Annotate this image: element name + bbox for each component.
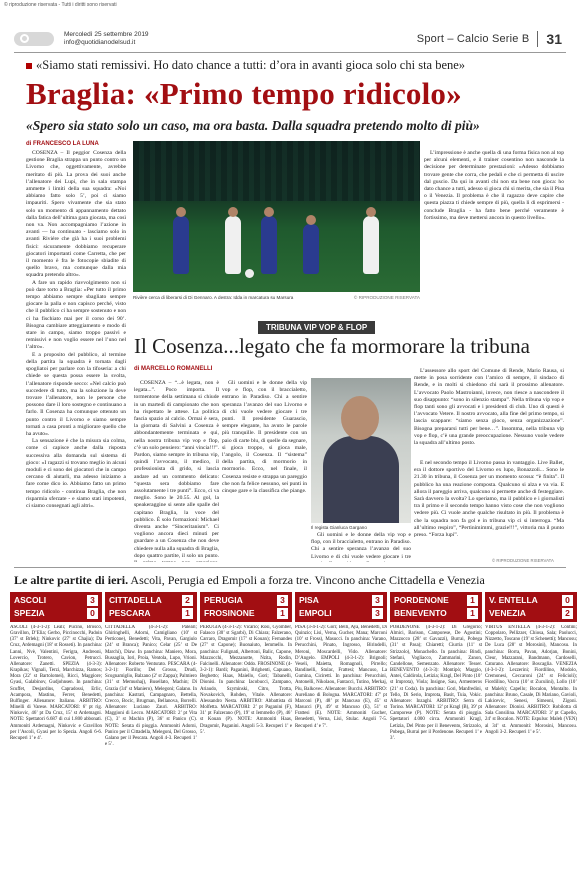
match-report: VIRTUS ENTELLA (4-3-1-2): Contini; Coppolaro, Pellizzer, Chiosa, Sala; Paolucci, Nizzetto, Toscano (19’ st Schenetti); Mancosu; De Luca (28’ st Morosini), Mancosu. In panchina: Borra, Pavan, Adorjan, Bonini, Cleur, Mazzarani, Bandmann, Cardoselli, Caturano. Allenatore: Boscaglia. VENEZIA (4-3-1-2): Lezzerini; Fiordilino, Modolo, Cremonesi, Ceccaroni (24’ st Felicioli); Fiordilino, Vacca (10’ st Zuculini), Lollo (10’ st Maleh); Capello; Bocalon, Montalto. In panchina: Bruno, Casale, Di Mariano, Gavioli, Lakicevic, Senesi, Simeoni, Zigoni. Allenatore: Dionisi. ARBITRO: Robilotta di Sala Consilina. MARCATORI: 3’ pt Capello, 24’ st Bocalon. NOTE: Espulso: Maleh (VEN) al 34’ st. Ammoniti: Morosini, Mancosu. Angoli 3-2. Recuperi 1’ e 5’.	[485, 625, 577, 735]
portrait-caption: Il regista Gianluca Gargano	[311, 525, 367, 530]
paragraph: L’assessore allo sport del Comune di Rende, Mario Rausa, si mette in posa sorridente con l’amico di sempre, il sindaco di Rende, e in molti si chiedono chi sarà il prossimo allenatore. L’avvocato Paolo Mastroianni, invece, non riesce a nascondere il suo disappunto: “sono in silenzio stampa”. Nella tribuna vip vop e flop tanti sono gli avvocati e i presidenti di club. Uno di questi è l’avvocato Vetere. Il nostro avvocato, alla fine del primo tempo, si lascia scappare: “siamo senza gioco, senza organizzazione”. Bisogna prepararsi tutti per bene…”. Insomma, nella tribuna vip vop e flop, c’è una grande preoccupazione. Nessuno vuole vedere la squadra all’ultimo posto.	[414, 368, 564, 447]
kicker-bullet-icon	[26, 63, 32, 69]
photo-caption: Rivière cerca di liberarsi di Di Gennaro. A destra: Idda in marcatura su Marsura	[133, 295, 294, 300]
away-goals: 1	[182, 608, 193, 619]
sidebar-headline: Il Cosenza...legato che fa mormorare la tribuna	[134, 334, 530, 358]
portrait-body	[323, 436, 399, 523]
home-goals: 1	[467, 595, 478, 606]
player-figure	[173, 216, 189, 274]
photo-caption-row	[133, 295, 420, 300]
match-report: CITTADELLA (4-3-1-2): Paleari; Ghiringhelli, Adorni, Camigliano (10’ st Perticone), Benedetti; Vita, Pavan, Gargiulo (24’ st Branca); Panico; Celar (25’ st De Marchi), Diaw. In panchina: Maniero, Mora, Bussaglia, Iori, Proia, Ventola, Lupo, Vrioni. Allenatore: Roberto Venturato. PESCARA (4-3-2-1): Fiorillo; Del Grosso, Drudi, Scognamiglio, Balzano (2’ st Zappa); Palmiero (31’ st Memushaj), Busellato, Machin; Di Grazia (34’ st Maniero), Melegoni; Galano. In panchina: Kastrati, Campagnaro, Bettella, Crecco, Bocic, Brugman, Bellanova, Borrelli. Allenatore: Luciano Zauri. ARBITRO: Maggioni di Lecco. MARCATORI: 2’ pt Vita (C), 3’ st Machin (P), 36’ st Panico (C). NOTE: Serata di pioggia. Ammoniti Adorni, Panico per il Cittadella, Melegoni, Del Grosso, Galano per il Pescara. Angoli 4-3. Recuperi 1’ e 5’.	[105, 625, 197, 747]
away-team: FROSINONE	[204, 608, 255, 618]
sidebar-column-2	[222, 380, 307, 562]
paragraph: L’impressione è anche quella di una forma fisica non al top per alcuni elementi, e il trainer cosentino non nasconde la decisione per determinate prestazioni: «Adesso dobbiamo trovare gente che corra, che pedali e che ci permetta di uscire dal guscio. Da qui in avanti chi non sta bene non gioca: ho dato chance a tutti, adesso si gioca chi si merita, che sia il Pisa o il Venezia. Il problema è che il ragazzo deve capire che questa piazza ti chiede sempre di più, quella lì di esprimersi - conclude Braglia - ha fatto bene perché veramente è fortissimo, ma deve mettersi ancora in questo livello».	[424, 150, 564, 221]
masthead-info	[64, 31, 149, 47]
masthead-email[interactable]: info@quotidianodelsud.it	[64, 39, 136, 46]
home-team: ASCOLI	[14, 595, 47, 605]
player-figure	[363, 216, 379, 274]
ball-icon	[245, 269, 254, 278]
match-card	[105, 592, 197, 874]
article-kicker	[26, 58, 465, 73]
home-team: CITTADELLA	[109, 595, 162, 605]
paragraph: La sensazione è che la misura sia colma, come ci capisce anche dalla risposta successiva alla domanda sul sistema di gioco: «I ragazzi si trovano meglio in alcuni moduli e ci sono dei giocatori che in campo cercano di aiutarli, ma adesso iniziamo a fare come dico io. Abbiamo fatto un primo tempo ridicolo - continua Braglia, che non risparmia sferzate - e siamo stati impotenti, ci siamo consegnati agli altri».	[26, 438, 126, 509]
divider	[14, 567, 566, 568]
home-goals: 3	[277, 595, 288, 606]
bottom-headline	[14, 573, 485, 588]
away-goals: 3	[372, 608, 383, 619]
home-team: PISA	[299, 595, 319, 605]
bottom-headline-rest: Ascoli, Perugia ed Empoli a forza tre. Vincono anche Cittadella e Venezia	[130, 573, 485, 587]
match-report: PERUGIA (4-3-1-2): Vicario; Rosi, Gyomber, Falasco (30’ st Sgarbi), Di Chiara; Falzerano, Carraro, Dragomir (17’ st Kouan); Fernandes (27’ st Capone); Buonaiuto, Iemmello. In panchina: Fulignati, Albertoni, Balic, Capone, Mazzocchi, Mezzanotte, Nzita, Rodin, Falcinelli. Allenatore: Oddo. FROSINONE (4-3-2-1): Bardi; Paganini, Brighenti, Capuano, Beghetto; Haas, Maiello, Gori; Tabanelli, Dionisi. In panchina: Iacobucci, Zampano, Ariaudo, Szyminski, Citro, Trotta, Novakovich, Rohden, Vitale. Allenatore: Alessandro Nesta. ARBITRO: Abbattista di Molfetta. MARCATORI: 2’ pt Paganini (F), 31’ pt Falzerano (P), 19’ st Iemmello (P), 46’ st Kouan (P). NOTE: Ammoniti Haas, Dragomir, Paganini. Angoli 5-3. Recuperi 1’ e 5’.	[200, 625, 292, 735]
player-figure	[225, 216, 241, 274]
article-headline: Braglia: «Primo tempo ridicolo»	[26, 76, 462, 111]
scoreboard	[200, 592, 292, 622]
scoreboard	[295, 592, 387, 622]
sidebar-tag: TRIBUNA VIP VOP & FLOP	[258, 321, 375, 334]
home-goals: 3	[372, 595, 383, 606]
match-card	[295, 592, 387, 874]
home-team: PORDENONE	[394, 595, 449, 605]
portrait-head	[341, 396, 379, 440]
paragraph: E a proposito del pubblico, al termine della partita la squadra è tornata dagli spogliatoi per parlare con la tifoseria: a chi chiede se questa possa essere la svolta, l’allenatore risponde secco: «Nel calcio può succedere di tutto, ma la soluzione la deve trovare l’allenatore, non le persone che possono dare il loro sostegno e continuano a farlo. Il Cosenza ha comunque ottenuto un punto contro il Livorno e siamo sempre tornati a casa pronti a migliorare quello che ha avuto».	[26, 351, 126, 437]
stadium-stand	[133, 141, 420, 201]
paragraph: E nel secondo tempo il Livorno passa in vantaggio. Live Ballet, era il dottore sportivo del Livorno ex lupo, Bonazzoli... Sono le 21.30 in tribuna, il Cosenza per un momento scossa: “è finita”. Il pubblico ha una reazione composta. Qualcuno si alza e va via. E allora il pareggio arriva, qualcuno si permette anche di festeggiare. Sarà davvero la svolta? Lo speriamo, ma il pubblico e i giornalisti tra il primo e il secondo tempo hanno visto cose che non vogliono vedere più. Ci vuole anche qualche risultato in più. Il problema è che la squadra non fa gol e in tribuna vip ci si interroga. “Ma all’ultimo respiro”, “Pertinimimmi, grazie!!!”, vittoria ma il punto preso. “Forza lupi”.	[414, 460, 564, 539]
away-team: EMPOLI	[299, 608, 332, 618]
divider	[14, 52, 566, 53]
paragraph: Gli uomini e le donne della vip vop e flop, con il braccialetto, entrano in Paradiso. Chi a sentire speranza l’avanzo del suo Livorno e di chi vuole vedere giocare i tre punti. Il presidente Guarascio, sempre elegante, ha avuto le parole più tranquille. Il presidente con un paio di carte blu, di quelle da segnare, si gioca troppo, si gioca male, l’angolo, il Cosenza. Il “sistema” della partita, di mormorio in mormorio. Ecco, nel finale, il Cosenza resiste e strappa un pareggio che non fa felice nessuno, sei punti in cinque gare e la classifica che piange.	[222, 380, 307, 495]
match-card	[200, 592, 292, 874]
match-report: ASCOLI (4-3-1-2): Leali; Pucino, Brosco, Gravillon, D’Elia; Gerbo, Piccinocchi, Padoin (37’ st Brlek); Ninkovic (27’ st Chajia); Da Cruz, Ardemagni (18’ st Rosseti). In panchina: Lanni, Nvè, Valentini, Ferigra, Andreoni, Lovercio, Trotero, Cavion, Petrucci. Allenatore: Zanetti. SPEZIA (4-3-3): Krapikas; Vignali, Terzi, Marchizza, Ramos; Mora (22’ st Bartolomei), Ricci, Maggiore; Gyasi, Galabinov, Gudjohnsen. In panchina: Scuffet, Desjardins, Capradossi, Erlic, Acampora, Mastinu, Ferrer, Benedetti, Bulfinger. Allenatore: Italiano. ARBITRO: Minelli di Varese. MARCATORI: 6’ pt rig. Ninkovic, 46’ pt Da Cruz, 15’ st Ardemagni. NOTE: Spettatori 6.687 di cui 1.800 abbonati. Ammoniti Ardemagni, Ninkovic e Gravillon per l’Ascoli, Gyasi per lo Spezia. Angoli 6-6. Recuperi 1’ e 4’.	[10, 625, 102, 741]
paragraph: COSENZA – “...è legata, non è legata...”. Poco importa. Il tormentone della settimana si chiude in un martedì di campionato che non ha rispettato le attese. La politica fascia spazio al calcio. Ormai è sera, la giornata di Salvini a Cosenza è abbondantemente terminata e qui, nella nostra tribuna vip vop e flop, c’è un solo pensiero: “anni vincia!!!”. Pardon, siamo sempre in tribuna vip, quindi l’avvocato, il medico, il professionista di grido, si lascia andare ad un commento delicato: “questa sera dobbiamo fare assolutamente i tre punti”. Ecco, ci va meglio. Sono le 20.55. Al gol, la speakeraggine si sente alle spalle del capitano Braglia, la voce del pubblico. È solo formazioni: Michael diventa anche “Sinceritanism”. Ci vogliono ancora dieci minuti per guardare a un Cosenza che non deve chiedere nulla alla squadra di Braglia, dopo quattro partite, il solo un punto.	[134, 380, 219, 559]
away-team: SPEZIA	[14, 608, 45, 618]
player-figure	[261, 216, 277, 274]
sidebar-column-3	[414, 368, 564, 458]
portrait-photo	[311, 378, 411, 523]
away-team: BENEVENTO	[394, 608, 447, 618]
sidebar-column-1	[134, 380, 219, 562]
scoreboard	[390, 592, 482, 622]
masthead	[0, 28, 580, 50]
bottom-headline-bold: Le altre partite di ieri.	[14, 573, 129, 587]
match-card	[390, 592, 482, 874]
home-goals: 2	[182, 595, 193, 606]
kicker-text: «Siamo stati remissivi. Ho dato chance a tutti: d’ora in avanti gioca solo chi sta bene»	[36, 58, 466, 72]
scoreboard	[485, 592, 577, 622]
paragraph: COSENZA – Il peggior Cosenza della gestione Braglia strappa un punto contro un Livorno che, oggettivamente, avrebbe meritato di più. La prova dei suoi anche l’allenatore dei Lupi, che in sala stampa ammette i limiti della sua squadra: «Noi abbiamo fatto solo 5’, poi ci siamo impauriti. Spero vivamente che sia stato solo un momento di appannamento dettato dalla fatica dell’ultima gara giocata, ma così non va. Non accompagniamo l’azione in avanti — ha continuato - lasciamo solo in avanti Riviére che già ha i suoi problemi fisici: sicuramente dobbiamo recuperare giocatori importanti come Carretta, che per il momento è fra le fotocopie sbiadite di quello bravo, ma comunque dalla mia squadra pretendo altro».	[26, 150, 126, 279]
away-goals: 2	[562, 608, 573, 619]
photo-credit: © RIPRODUZIONE RISERVATA	[353, 295, 420, 300]
home-goals: 0	[562, 595, 573, 606]
scoreboard	[105, 592, 197, 622]
away-goals: 1	[467, 608, 478, 619]
masthead-date: Mercoledì 25 settembre 2019	[64, 31, 149, 38]
newspaper-logo-icon	[14, 32, 54, 46]
away-goals: 0	[87, 608, 98, 619]
home-team: PERUGIA	[204, 595, 243, 605]
sidebar-credit: © RIPRODUZIONE RISERVATA	[492, 558, 554, 563]
article-column-3	[424, 150, 564, 300]
away-team: PESCARA	[109, 608, 151, 618]
match-card	[485, 592, 577, 874]
away-team: VENEZIA	[489, 608, 526, 618]
away-goals: 1	[277, 608, 288, 619]
sidebar-column-4	[414, 460, 564, 556]
match-report: PORDENONE (4-3-1-2): Di Gregorio; Almici, Barison, Camporese, De Agostini; Mazzocco (28’ st Gavazzi), Burrai, Pobega (31’ st Pasa); Chiaretti; Ciurria (11’ st Strizzolo), Monachello. In panchina: Bindi, Stefani, Vogliacco, Zammarini, Zanon, Candellone, Semenzato. Allenatore: Tesser. BENEVENTO (4-3-3): Montipò; Maggio, Antei, Caldirola, Letizia; Kragl, Del Pinto (10’ st Improta), Viola; Insigne, Sau, Armenteros (21’ st Coda). In panchina: Gori, Manfredini, Tello, Di Serio, Improta, Basit, Tuia, Vokic. Allenatore: Inzaghi. ARBITRO: Serra di Torino. MARCATORI: 12’ pt Kragl (B), 39’ pt Camporese (P). NOTE: Serata di pioggia. Spettatori 4.000 circa. Ammoniti Kragl, Letizia, Del Pinto per il Benevento, Strizzolo, Pobega, Burrai per il Pordenone. Recuperi 1’ e 3’.	[390, 625, 482, 741]
match-card	[10, 592, 102, 874]
article-column-1	[26, 150, 126, 562]
paragraph: Gli uomini e le donne della vip vop e flop, con il braccialetto, entrano in Paradiso. Chi a sentire speranza l’avanzo del suo Livorno e di chi vuole vedere giocare i tre	[311, 532, 411, 560]
home-goals: 3	[87, 595, 98, 606]
sidebar-byline: di MARCELLO ROMANELLI	[134, 366, 213, 372]
match-report: PISA (3-4-1-2): Gori; Belli, Aya, Benedetti, Di Quinzio; Lisi, Verna, Gucher, Mana; Marconi (10’ st Fross), Masucci. In panchina: Varano, Perucchini, Pinato, Ingrosso, Birindelli, Meroni, Moscardelli, Vido. Allenatore: D’Angelo. EMPOLI (4-3-1-2): Brignoli; Veseli, Maietta, Romagnoli, Pirrello; Bandinelli, Stulac, Frattesi; Mancuso, La Gumina, Ciciretti. In panchina: Perucchini, Antonelli, Nikolaou, Fantacci, Tutino, Merkaj, Piu, Balkovec. Allenatore: Bucchi. ARBITRO: Aureliano di Bologna. MARCATORI: 47’ pt Marconi (P), 48’ pt Mancuso (E), 45’ st Masucci (P), 49’ st Mancuso (E), 51’ st Frattesi (E). NOTE: Ammoniti Gucher, Benedetti, Verna, Lisi, Stulac. Angoli 7-5. Recuperi 4’ e 7’.	[295, 625, 387, 729]
sidebar-column-2b	[311, 532, 411, 562]
scoreboard	[10, 592, 102, 622]
page-number: 31	[537, 31, 562, 47]
article-byline: di FRANCESCO LA LUNA	[26, 141, 99, 147]
article-deck: «Spero sia stato solo un caso, ma ora basta. Dalla squadra pretendo molto di più»	[26, 118, 480, 133]
section-title: Sport – Calcio Serie B	[416, 33, 530, 45]
match-photo	[133, 141, 420, 292]
copyright-notice: © riproduzione riservata - Tutti i diritti sono riservati	[4, 2, 117, 8]
home-team: V. ENTELLA	[489, 595, 538, 605]
paragraph: A fare un rapido riavvolgimento non si può dare torto a Braglia: «Per tutto il primo tempo abbiamo sempre sbagliato sempre giocare la palla e non capisco perché, visto che il pubblico ci ha sempre sostenuto e non ci ha fischiato mai per il corso dei 90’. Bisogna cambiare atteggiamento e modo di stare in campo, siamo troppo passivi e remissivi e non voglio essere nel l’uno nel l’altro».	[26, 279, 126, 351]
player-figure	[303, 224, 319, 274]
